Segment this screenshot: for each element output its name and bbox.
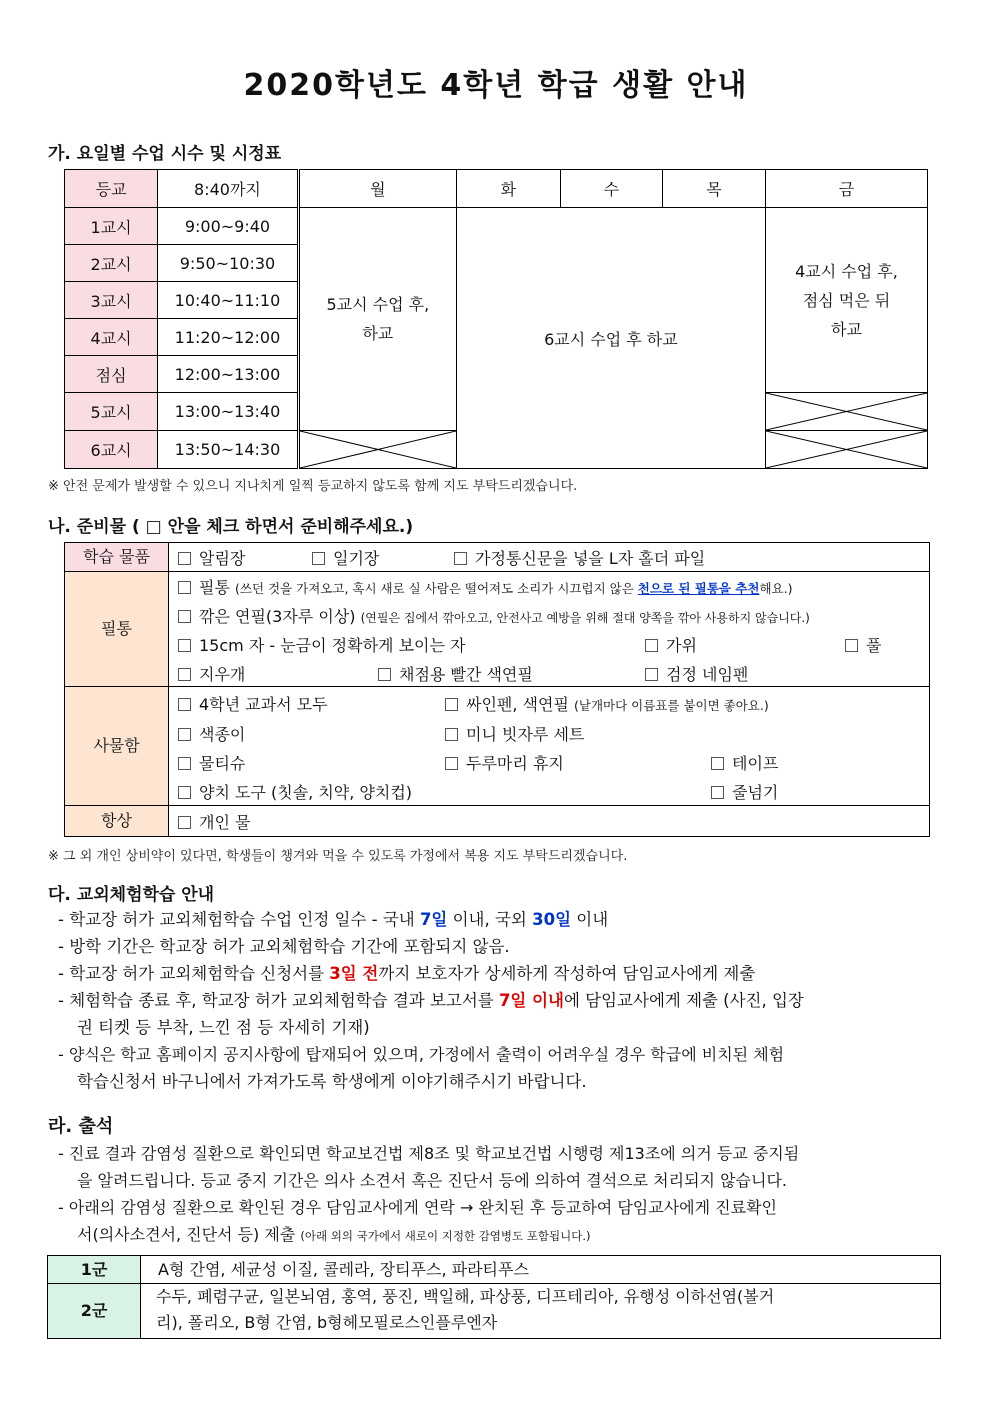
friday-empty-6 <box>765 431 927 469</box>
study-item[interactable]: 알림장 <box>178 546 245 569</box>
section-d-heading: 라. 출석 <box>48 1116 114 1137</box>
checkbox-icon[interactable] <box>178 668 191 681</box>
always-item-water[interactable]: 개인 물 <box>178 810 250 833</box>
checkbox-icon[interactable] <box>645 639 658 652</box>
checkbox-icon[interactable] <box>445 728 458 741</box>
section-a-note: ※ 안전 문제가 발생할 수 있으니 지나치게 일찍 등교하지 않도록 함께 지도 부탁드리겠습니다. <box>48 479 578 494</box>
checkbox-icon[interactable] <box>845 639 858 652</box>
locker-item-paper[interactable]: 색종이 <box>178 722 245 745</box>
field-trip-bullet-1: - 학교장 허가 교외체험학습 수업 인정 일수 - 국내 7일 이내, 국외 30일 이내 <box>58 910 609 929</box>
field-trip-bullet-4-cont: 권 티켓 등 부착, 느낀 점 등 자세히 기재) <box>77 1018 370 1037</box>
pencil-item-name-pen[interactable]: 검정 네임펜 <box>645 662 748 685</box>
section-b-note: ※ 그 외 개인 상비약이 있다면, 학생들이 챙겨와 먹을 수 있도록 가정에서 복용 지도 부탁드리겠습니다. <box>48 849 628 864</box>
friday-line1: 4교시 수업 후, <box>795 261 898 281</box>
locker-item-wipes[interactable]: 물티슈 <box>178 751 245 774</box>
attendance-bullet-1: - 진료 결과 감염성 질환으로 확인되면 학교보건법 제8조 및 학교보건법 시행령 제13조에 의거 등교 중지됨 <box>58 1144 800 1163</box>
friday-schedule <box>765 208 927 393</box>
monday-line1: 5교시 수업 후, <box>326 295 430 314</box>
cross-mark-icon <box>766 431 927 468</box>
checkbox-icon[interactable] <box>711 786 724 799</box>
checkbox-icon[interactable] <box>178 786 191 799</box>
locker-item-broom[interactable]: 미니 빗자루 세트 <box>445 722 584 745</box>
field-trip-bullet-5-cont: 학습신청서 바구니에서 가져가도록 학생에게 이야기해주시기 바랍니다. <box>77 1072 587 1091</box>
period-label: 6교시 <box>65 431 158 469</box>
recommend-link: 천으로 된 필통을 추천 <box>637 581 760 596</box>
attendance-bullet-2-cont: 서(의사소견서, 진단서 등) 제출 (아래 외의 국가에서 새로이 지정한 감염병도 포함됩니다.) <box>77 1225 591 1244</box>
checkbox-icon[interactable] <box>378 668 391 681</box>
locker-item-tape[interactable]: 테이프 <box>711 751 778 774</box>
period-label: 4교시 <box>65 319 158 356</box>
period-label: 2교시 <box>65 245 158 282</box>
category-study: 학습 물품 <box>65 543 169 572</box>
period-time: 13:50~14:30 <box>158 431 299 469</box>
checkbox-icon[interactable] <box>178 639 191 652</box>
pencil-item-red-pencil[interactable]: 채점용 빨간 색연필 <box>378 662 533 685</box>
checkbox-icon[interactable] <box>445 757 458 770</box>
category-always: 항상 <box>65 806 169 836</box>
checkbox-icon[interactable] <box>711 757 724 770</box>
day-fri: 금 <box>765 170 927 208</box>
period-time: 13:00~13:40 <box>158 393 299 431</box>
locker-item-toothbrush[interactable]: 양치 도구 (칫솔, 치약, 양치컵) <box>178 780 412 803</box>
field-trip-bullet-5: - 양식은 학교 홈페이지 공지사항에 탑재되어 있으며, 가정에서 출력이 어려우실 경우 학급에 비치된 체험 <box>58 1045 785 1064</box>
day-tue: 화 <box>456 170 560 208</box>
checkbox-icon[interactable] <box>312 552 325 565</box>
pencil-item-scissors[interactable]: 가위 <box>645 633 697 656</box>
cross-mark-icon <box>766 393 927 430</box>
period-label: 1교시 <box>65 208 158 245</box>
day-mon: 월 <box>298 170 456 208</box>
checkbox-icon[interactable] <box>178 581 191 594</box>
period-label: 3교시 <box>65 282 158 319</box>
field-trip-bullet-4: - 체험학습 종료 후, 학교장 허가 교외체험학습 결과 보고서를 7일 이내에 담임교사에게 제출 (사진, 입장 <box>58 991 804 1010</box>
pencil-item-case[interactable]: 필통 (쓰던 것을 가져오고, 혹시 새로 실 사람은 떨어져도 소리가 시끄럽지 않은 천으로 된 필통을 추천해요.) <box>178 575 793 598</box>
section-c-heading: 다. 교외체험학습 안내 <box>48 885 215 905</box>
timetable <box>64 169 928 469</box>
pencil-item-ruler[interactable]: 15cm 자 - 눈금이 정확하게 보이는 자 <box>178 633 466 656</box>
attendance-bullet-2: - 아래의 감염성 질환으로 확인된 경우 담임교사에게 연락 → 완치된 후 등교하여 담임교사에게 진료확인 <box>58 1198 777 1217</box>
pencil-item-pencils[interactable]: 깎은 연필(3자루 이상) (연필은 집에서 깎아오고, 안전사고 예방을 위해 절대 양쪽을 깎아 사용하지 않습니다.) <box>178 604 810 627</box>
checkbox-icon[interactable] <box>178 698 191 711</box>
checkbox-icon[interactable] <box>178 610 191 623</box>
checkbox-icon[interactable] <box>178 816 191 829</box>
pencil-item-glue[interactable]: 풀 <box>845 633 881 656</box>
group1-diseases: A형 간염, 세균성 이질, 콜레라, 장티푸스, 파라티푸스 <box>158 1260 529 1279</box>
friday-line2: 점심 먹은 뒤 <box>802 290 891 310</box>
day-thu: 목 <box>662 170 765 208</box>
monday-schedule <box>298 208 456 431</box>
period-label: 5교시 <box>65 393 158 431</box>
category-locker: 사물함 <box>65 687 169 806</box>
period-time: 10:40~11:10 <box>158 282 299 319</box>
day-wed: 수 <box>560 170 662 208</box>
period-time: 9:50~10:30 <box>158 245 299 282</box>
monday-empty-6 <box>298 431 456 469</box>
group2-label: 2군 <box>48 1284 141 1338</box>
category-pencil-case: 필통 <box>65 572 169 687</box>
pencil-item-eraser[interactable]: 지우개 <box>178 662 245 685</box>
section-b-heading: 나. 준비물 ( □ 안을 체크 하면서 준비해주세요.) <box>48 517 414 537</box>
page-title: 2020학년도 4학년 학급 생활 안내 <box>243 68 749 103</box>
study-item[interactable]: 가정통신문을 넣을 L자 홀더 파일 <box>454 546 705 569</box>
checkbox-icon[interactable] <box>178 728 191 741</box>
checkbox-icon[interactable] <box>454 552 467 565</box>
period-time: 9:00~9:40 <box>158 208 299 245</box>
checkbox-icon[interactable] <box>178 552 191 565</box>
monday-line2: 하교 <box>362 324 394 343</box>
period-time: 12:00~13:00 <box>158 356 299 393</box>
friday-line3: 하교 <box>831 319 862 339</box>
field-trip-bullet-3: - 학교장 허가 교외체험학습 신청서를 3일 전까지 보호자가 상세하게 작성하여 담임교사에게 제출 <box>58 964 756 983</box>
period-time: 11:20~12:00 <box>158 319 299 356</box>
arrival-time: 8:40까지 <box>158 170 299 208</box>
locker-item-jump-rope[interactable]: 줄넘기 <box>711 780 778 803</box>
checkbox-icon[interactable] <box>645 668 658 681</box>
arrival-label: 등교 <box>65 170 158 208</box>
section-a-heading: 가. 요일별 수업 시수 및 시정표 <box>48 144 282 164</box>
checkbox-icon[interactable] <box>178 757 191 770</box>
friday-empty-5 <box>765 393 927 431</box>
group2-diseases: 수두, 폐렴구균, 일본뇌염, 홍역, 풍진, 백일해, 파상풍, 디프테리아, 유행성 이하선염(볼거 리), 폴리오, B형 간염, b형헤모필로스인플루엔자 <box>156 1287 775 1332</box>
tue-thu-schedule: 6교시 수업 후 하교 <box>456 208 765 469</box>
period-label: 점심 <box>65 356 158 393</box>
checkbox-icon[interactable] <box>445 698 458 711</box>
cross-mark-icon <box>300 431 456 468</box>
locker-item-markers[interactable]: 싸인펜, 색연필 (낱개마다 이름표를 붙이면 좋아요.) <box>445 692 769 715</box>
study-item[interactable]: 일기장 <box>312 546 379 569</box>
locker-item-textbooks[interactable]: 4학년 교과서 모두 <box>178 692 328 715</box>
group1-label: 1군 <box>48 1256 141 1284</box>
attendance-bullet-1-cont: 을 알려드립니다. 등교 중지 기간은 의사 소견서 혹은 진단서 등에 의하여 결석으로 처리되지 않습니다. <box>77 1171 787 1190</box>
field-trip-bullet-2: - 방학 기간은 학교장 허가 교외체험학습 기간에 포함되지 않음. <box>58 937 510 956</box>
disease-table <box>47 1255 941 1339</box>
locker-item-tissue[interactable]: 두루마리 휴지 <box>445 751 564 774</box>
